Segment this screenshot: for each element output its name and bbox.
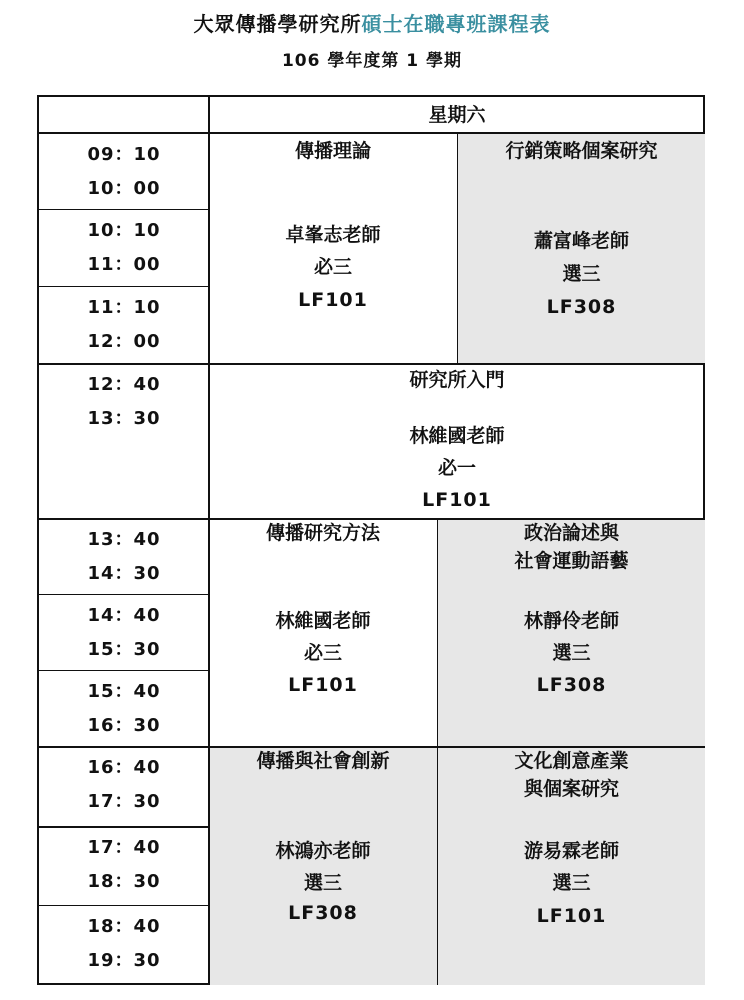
time-slot: 18：40	[87, 916, 161, 937]
time-slot: 10：10	[87, 220, 161, 241]
course-research-methods	[209, 519, 437, 747]
time-slot: 16：40	[87, 757, 161, 778]
course-cultural-creative	[438, 747, 705, 985]
time-divider	[39, 905, 209, 906]
schedule-table	[37, 95, 705, 985]
course-teacher: 林維國老師	[275, 610, 371, 632]
time-divider	[39, 209, 209, 210]
day-header: 星期六	[428, 104, 486, 126]
title-program: 碩士在職專班課程表	[361, 12, 551, 36]
time-divider	[39, 670, 209, 671]
course-social-innovation	[209, 747, 437, 985]
time-slot: 17：30	[87, 791, 161, 812]
page-title	[0, 8, 744, 37]
time-slot: 11：10	[87, 297, 161, 318]
course-name: 傳播理論	[294, 140, 371, 162]
course-room: LF101	[422, 489, 492, 511]
course-name-line2: 與個案研究	[523, 778, 619, 800]
course-type: 必三	[303, 642, 342, 664]
time-slot: 12：00	[87, 331, 161, 352]
course-teacher: 卓峯志老師	[285, 224, 381, 246]
time-slot: 09：10	[87, 144, 161, 165]
time-slot: 16：30	[87, 715, 161, 736]
time-divider	[39, 286, 209, 287]
course-teacher: 林鴻亦老師	[275, 840, 371, 862]
time-slot: 15：40	[87, 681, 161, 702]
course-name: 傳播與社會創新	[256, 750, 390, 772]
course-teacher: 蕭富峰老師	[533, 230, 629, 252]
course-room: LF308	[288, 902, 358, 924]
time-slot: 18：30	[87, 871, 161, 892]
time-slot: 14：30	[87, 563, 161, 584]
course-graduate-intro	[209, 364, 705, 518]
time-divider	[39, 826, 209, 828]
course-type: 選三	[562, 263, 601, 285]
course-name-line2: 社會運動語藝	[514, 550, 629, 572]
time-slot: 13：40	[87, 529, 161, 550]
course-name: 政治論述與	[523, 522, 619, 544]
time-slot: 14：40	[87, 605, 161, 626]
course-teacher: 林維國老師	[409, 425, 505, 447]
page-subtitle: 106 學年度第 1 學期	[281, 51, 463, 71]
course-teacher: 林靜伶老師	[523, 610, 619, 632]
course-room: LF101	[288, 674, 358, 696]
time-slot: 15：30	[87, 639, 161, 660]
time-slot: 10：00	[87, 178, 161, 199]
time-slot: 13：30	[87, 408, 161, 429]
title-dept: 大眾傳播學研究所	[193, 12, 362, 36]
time-slot: 17：40	[87, 837, 161, 858]
time-slot: 12：40	[87, 374, 161, 395]
course-type: 必三	[313, 256, 352, 278]
course-room: LF308	[536, 674, 607, 696]
course-type: 必一	[437, 457, 476, 479]
course-room: LF101	[536, 905, 607, 927]
time-divider	[39, 594, 209, 595]
course-name: 行銷策略個案研究	[505, 140, 658, 162]
time-slot: 11：00	[87, 254, 161, 275]
course-political-rhetoric	[438, 519, 705, 747]
course-name: 傳播研究方法	[265, 522, 380, 544]
course-communication-theory	[209, 133, 457, 363]
course-type: 選三	[303, 872, 342, 894]
course-marketing-strategy	[458, 133, 705, 363]
course-teacher: 游易霖老師	[523, 840, 619, 862]
course-room: LF308	[546, 296, 617, 318]
course-name: 研究所入門	[409, 369, 505, 391]
course-name: 文化創意產業	[514, 750, 629, 772]
time-slot: 19：30	[87, 950, 161, 971]
course-type: 選三	[552, 872, 591, 894]
course-room: LF101	[298, 289, 368, 311]
course-type: 選三	[552, 642, 591, 664]
